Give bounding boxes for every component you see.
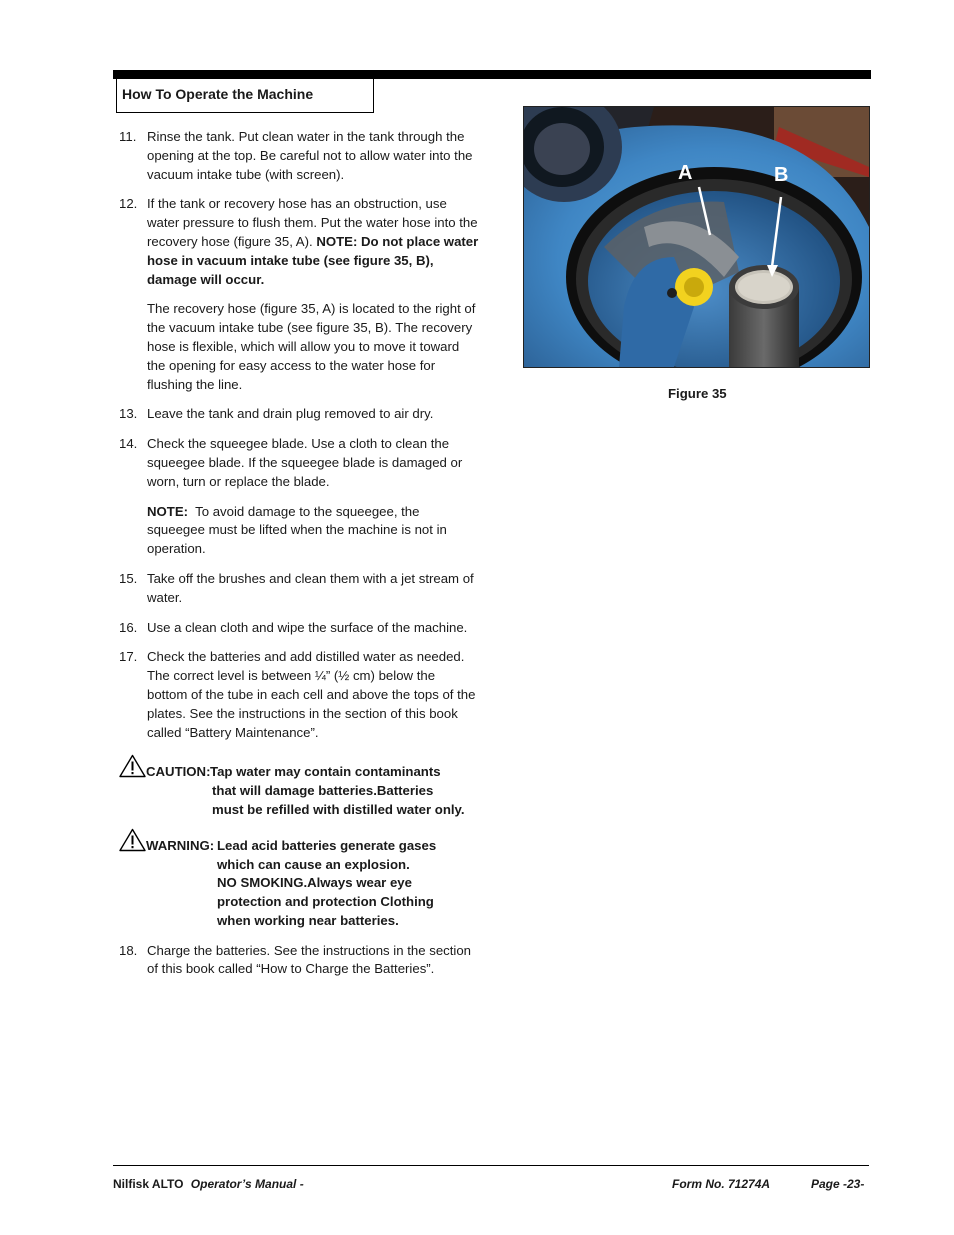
warning-triangle-icon xyxy=(119,828,146,852)
note-label: NOTE: xyxy=(147,503,189,519)
caution-label: CAUTION: xyxy=(146,764,211,780)
squeegee-note xyxy=(119,503,479,559)
warning-line: protection and protection Clothing xyxy=(217,894,434,910)
warning-line: which can cause an explosion. xyxy=(217,856,410,872)
step-number: 12. xyxy=(119,196,138,212)
warning-line: NO SMOKING.Always wear eye xyxy=(217,875,412,891)
caution-line: Tap water may contain contaminants xyxy=(210,764,441,780)
recovery-hose-paragraph: The recovery hose (figure 35, A) is located to the right of the vacuum intake tube (see figure 35, B). The recovery hose is flexible, which will allow you to move it toward the opening for easy access to the water hose for flushing the line. xyxy=(147,301,476,392)
footer-manual-title: Operator’s Manual - xyxy=(190,1177,304,1191)
warning-line: Lead acid batteries generate gases xyxy=(217,837,437,853)
figure-caption: Figure 35 xyxy=(668,386,727,401)
figure-label-a: A xyxy=(678,162,693,184)
step-number: 11. xyxy=(119,129,137,144)
step-16 xyxy=(119,619,479,638)
footer-brand xyxy=(113,1177,304,1191)
section-header-box xyxy=(116,79,374,113)
step-number: 17. xyxy=(119,649,138,665)
note-text: To avoid damage to the squeegee, the squeegee must be lifted when the machine is not in operation. xyxy=(147,503,447,557)
step-18 xyxy=(119,942,479,980)
step-13 xyxy=(119,405,479,424)
footer-rule xyxy=(113,1165,869,1166)
warning-triangle-icon xyxy=(119,754,146,778)
figure-35-photo xyxy=(523,106,870,368)
step-text: Charge the batteries. See the instructions in the section of this book called “How to Charge the Batteries”. xyxy=(147,942,472,977)
header-rule xyxy=(113,70,871,79)
step-text: Take off the brushes and clean them with a jet stream of water. xyxy=(147,570,474,605)
caution-line: that will damage batteries.Batteries xyxy=(212,783,434,799)
step-number: 18. xyxy=(119,942,138,958)
step-text: Rinse the tank. Put clean water in the tank through the opening at the top. Be careful not to allow water into the vacuum intake tube (with screen). xyxy=(147,129,473,182)
footer-brand-name: Nilfisk ALTO xyxy=(113,1177,184,1191)
footer-page-number: Page -23- xyxy=(811,1177,865,1191)
step-11 xyxy=(119,128,479,184)
section-title: How To Operate the Machine xyxy=(122,86,314,102)
footer-form-number: Form No. 71274A xyxy=(672,1177,771,1191)
step-text: Check the batteries and add distilled water as needed. The correct level is between ¼” (½ cm) below the bottom of the tube in each cell and above the tops of the plates. See the instructions in the section of this book called “Battery Maintenance”. xyxy=(147,649,476,740)
tank-opening-illustration xyxy=(524,107,869,367)
step-note-bold: NOTE: Do not place water hose in vacuum intake tube (see figure 35, B), damage will occur. xyxy=(147,233,479,287)
warning-block xyxy=(119,837,479,931)
step-number: 14. xyxy=(119,436,138,452)
caution-line: must be refilled with distilled water only. xyxy=(212,801,465,817)
caution-block xyxy=(119,763,479,819)
warning-line: when working near batteries. xyxy=(217,912,399,928)
step-14 xyxy=(119,435,479,491)
step-text: If the tank or recovery hose has an obstruction, use water pressure to flush them. Put the water hose into the recovery hose (figure 35, A). xyxy=(147,196,478,249)
step-15 xyxy=(119,570,479,608)
instructions-column xyxy=(119,128,479,990)
step-17 xyxy=(119,648,479,742)
step-number: 15. xyxy=(119,570,138,586)
figure-label-b: B xyxy=(774,164,789,186)
step-number: 16. xyxy=(119,619,138,635)
step-text: Leave the tank and drain plug removed to air dry. xyxy=(147,406,434,422)
step-text: Use a clean cloth and wipe the surface of the machine. xyxy=(147,619,468,635)
warning-label: WARNING: xyxy=(146,837,215,853)
step-number: 13. xyxy=(119,406,138,422)
step-12 xyxy=(119,195,479,289)
step-text: Check the squeegee blade. Use a cloth to clean the squeegee blade. If the squeegee blade is damaged or worn, turn or replace the blade. xyxy=(147,436,463,489)
